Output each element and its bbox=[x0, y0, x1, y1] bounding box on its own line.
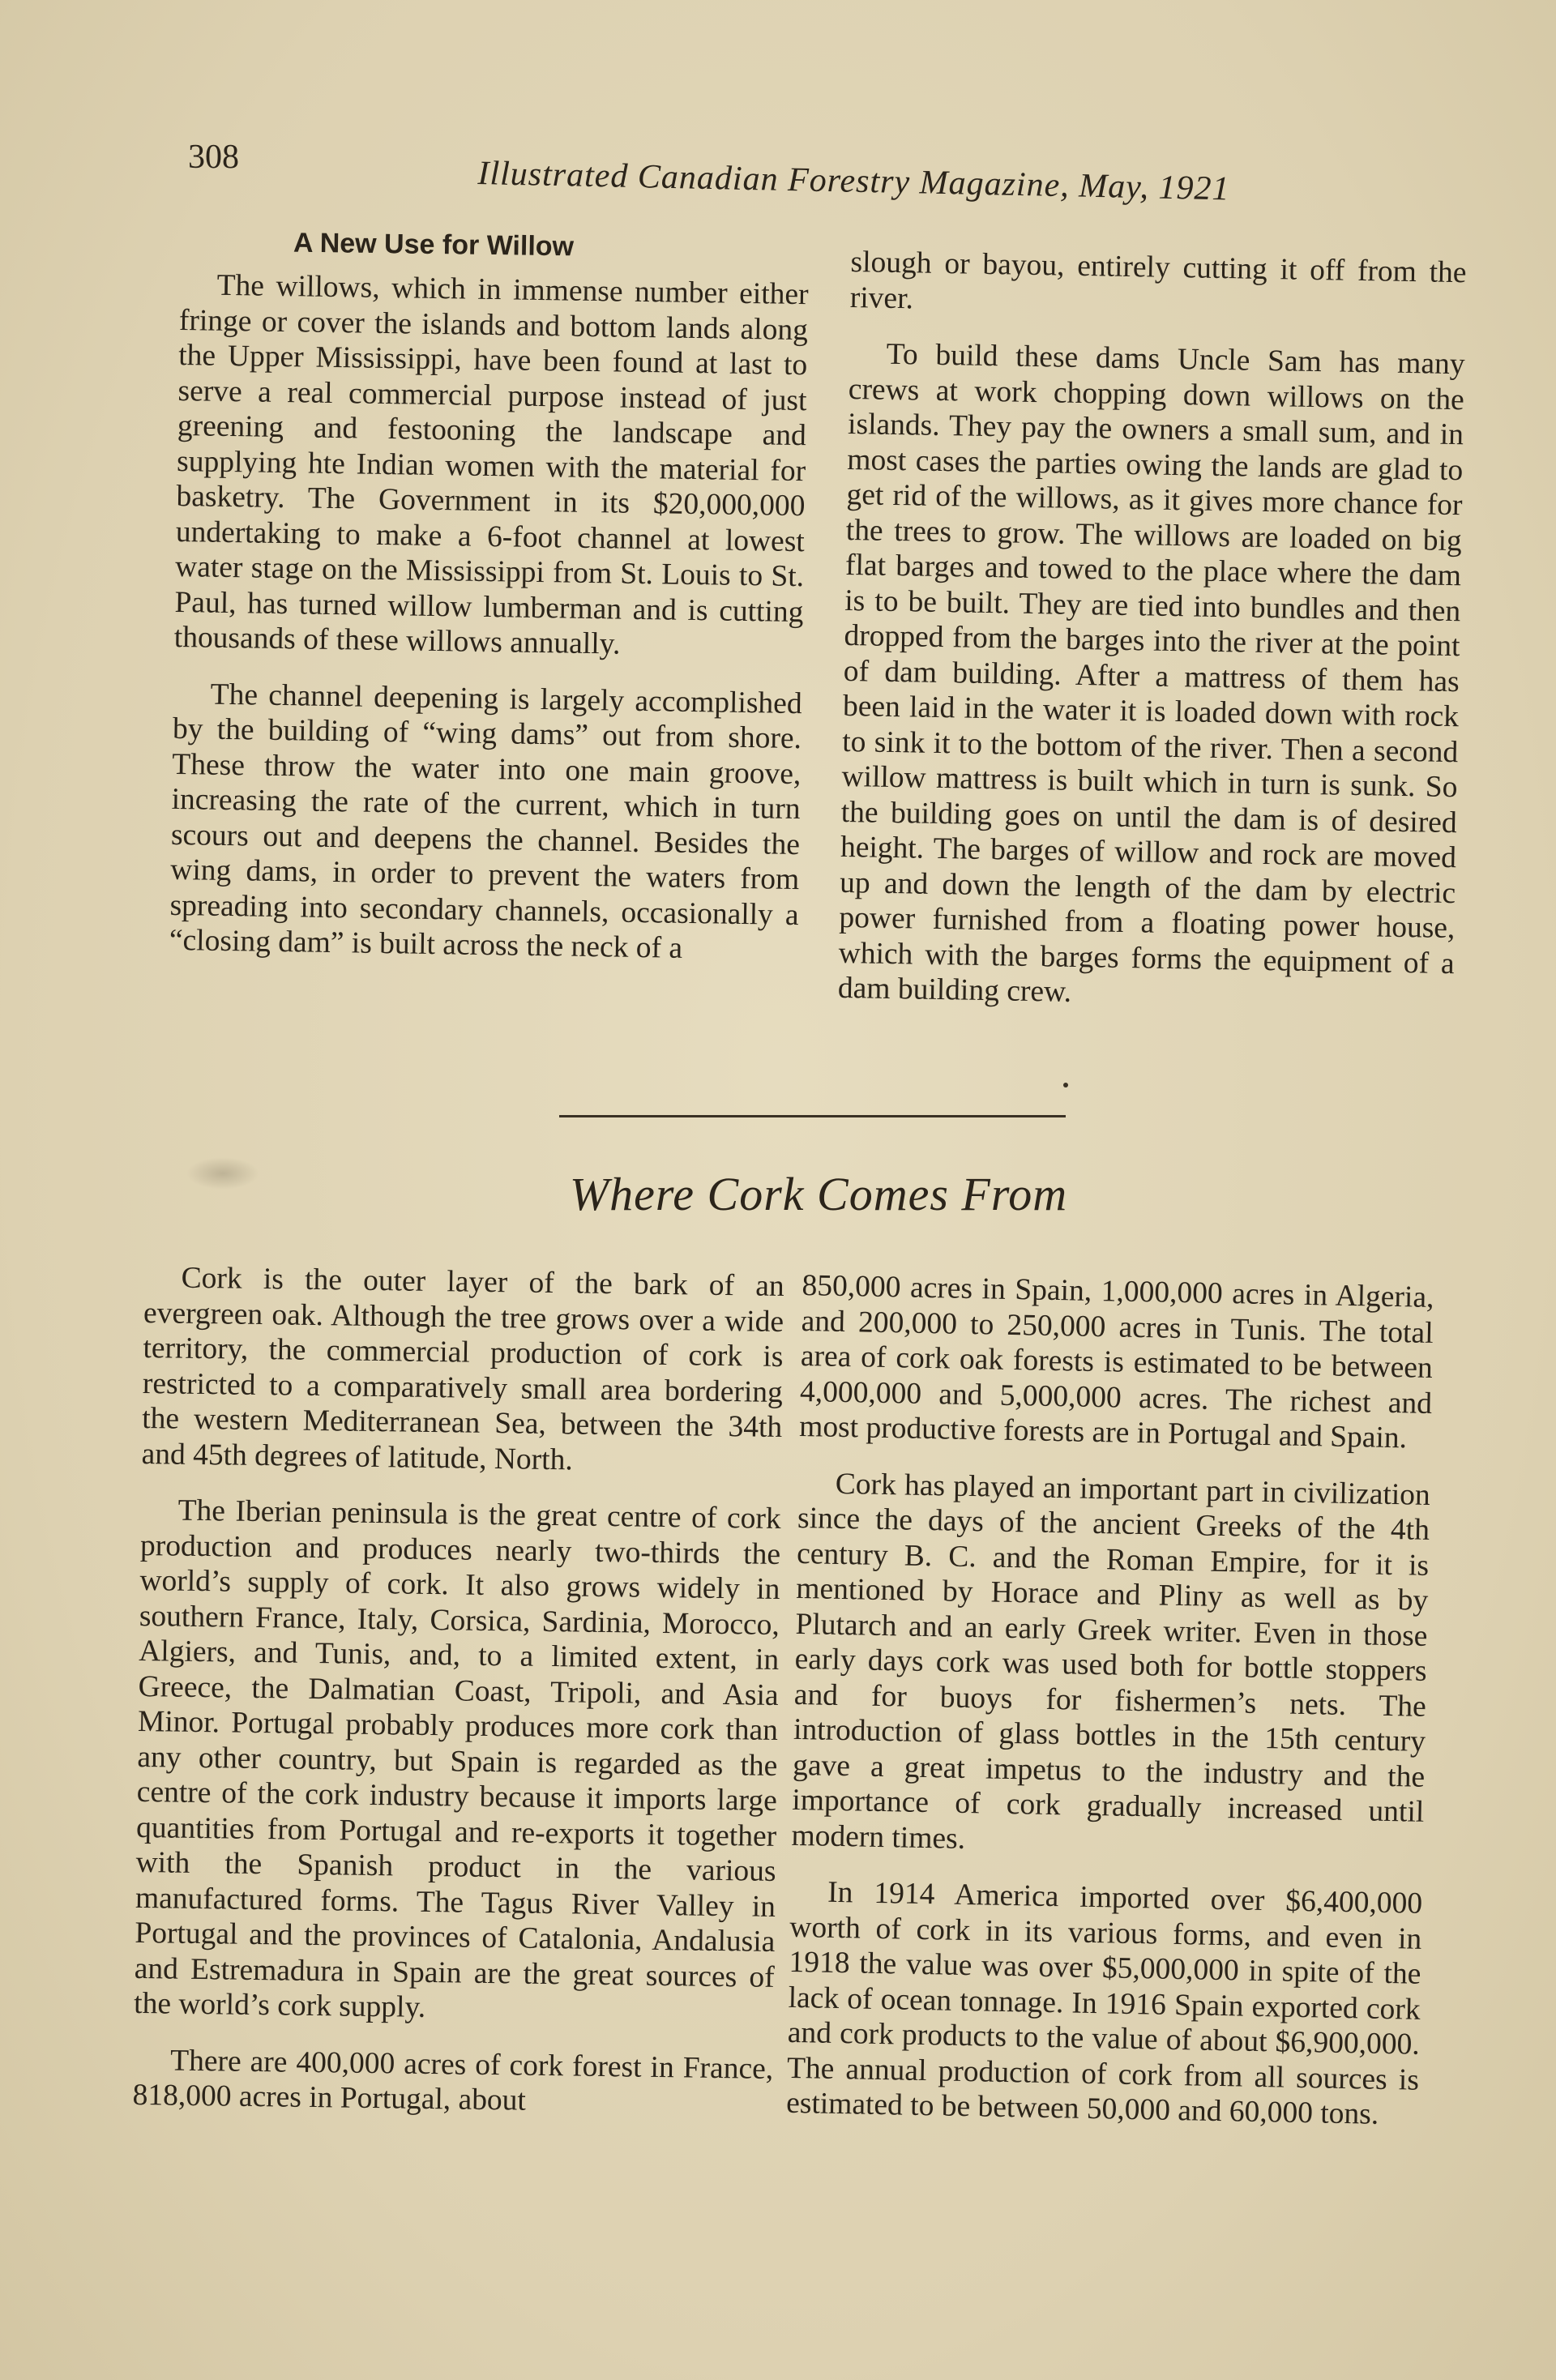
ink-speck bbox=[1063, 1083, 1068, 1087]
section-divider bbox=[559, 1115, 1066, 1117]
paragraph: Cork is the outer layer of the bark of an evergreen oak. Although the tree grows over a wide territory, the commercial production of cork is restricted to a comparatively small area bordering the western Mediterranean Sea, between the 34th and 45th degrees of latitude, North. bbox=[141, 1261, 784, 1476]
paragraph: In 1914 America imported over $6,400,000 worth of cork in its various forms, and even in 1918 the value was over $5,000,000 in spite of the lack of ocean tonnage. In 1916 Spain exported cork and cork products to the value of about $6,900,000. The annual production of cork from all sources is estimated to be between 50,000 and 60,000 tons. bbox=[785, 1875, 1423, 2131]
paragraph: To build these dams Uncle Sam has many crews at work chopping down willows on the islands. They pay the owners a small sum, and in most cases the parties owing the lands are glad to get rid of the willows, as it gives more chance for the trees to grow. The willows are loaded on big flat barges and towed to the place where the dam is to be built. They are tied into bundles and then dropped from the barges into the river at the point of dam building. After a mattress of them has been laid in the water it is loaded down with rock to sink it to the bottom of the river. Then a second willow mattress is built which in turn is sunk. So the building goes on until the dam is of desired height. The barges of willow and rock are moved up and down the length of the dam by electric power furnished from a floating power house, which with the barges forms the equipment of a dam building crew. bbox=[837, 337, 1465, 1009]
paragraph: Cork has played an important part in civilization since the days of the ancient Greeks of the 4th century B. C. and the Roman Empire, for it is mentioned by Horace and Pliny as well as by Plutarch and an early Greek writer. Even in those early days cork was used both for bottle stoppers and for buoys for fishermen’s nets. The introduction of glass bottles in the 15th century gave a great impetus to the industry and the importance of cork gradually increased until modern times. bbox=[791, 1467, 1431, 1856]
paragraph: slough or bayou, entirely cutting it off from the river. bbox=[849, 245, 1467, 315]
paragraph: The willows, which in immense number either fringe or cover the islands and bottom lands along the Upper Mississippi, have been found at last to serve a real commercial purpose instead of just greening and festooning the landscape and supplying hte Indian women with the material for basketry. The Government in its $20,000,000 undertaking to make a 6-foot channel at lowest water stage on the Mississippi from St. Louis to St. Paul, has turned willow lumberman and is cutting thousands of these willows annually. bbox=[173, 268, 809, 661]
cork-left-column bbox=[132, 1260, 784, 2143]
paragraph: 850,000 acres in Spain, 1,000,000 acres in Algeria, and 200,000 to 250,000 acres in Tunis. The total area of cork oak forests is estimated to be between 4,000,000 and 5,000,000 acres. The richest and most productive forests are in Portugal and Spain. bbox=[798, 1268, 1434, 1455]
willow-article-title: A New Use for Willow bbox=[293, 227, 575, 263]
paragraph: The Iberian peninsula is the great centre of cork production and produces nearly two-thirds the world’s supply of cork. It also grows widely in southern France, Italy, Corsica, Sardinia, Morocco, Algiers, and Tunis, and, to a limited extent, in Greece, the Dalmatian Coast, Tripoli, and Asia Minor. Portugal probably produces more cork than any other country, but Spain is regarded as the centre of the cork industry because it imports large quantities from Portugal and re-exports it together with the Spanish product in the various manufactured forms. The Tagus River Valley in Portugal and the provinces of Catalonia, Andalusia and Estremadura in Spain are the great sources of the world’s cork supply. bbox=[133, 1493, 781, 2024]
page-number: 308 bbox=[188, 139, 239, 176]
ink-smudge bbox=[186, 1157, 259, 1190]
running-head: Illustrated Canadian Forestry Magazine, May, 1921 bbox=[477, 154, 1230, 208]
willow-right-column bbox=[837, 245, 1467, 1038]
cork-right-column bbox=[785, 1268, 1434, 2154]
paragraph: There are 400,000 acres of cork forest in France, 818,000 acres in Portugal, about bbox=[132, 2044, 774, 2117]
paragraph: The channel deepening is largely accomplished by the building of “wing dams” out from shore. These throw the water into one main groove, increasing the rate of the current, which in turn scours out and deepens the channel. Besides the wing dams, in order to prevent the waters from spreading into secondary channels, occasionally a “closing dam” is built across the neck of a bbox=[169, 677, 802, 965]
cork-article-title: Where Cork Comes From bbox=[569, 1168, 1068, 1220]
willow-left-column bbox=[169, 267, 809, 989]
